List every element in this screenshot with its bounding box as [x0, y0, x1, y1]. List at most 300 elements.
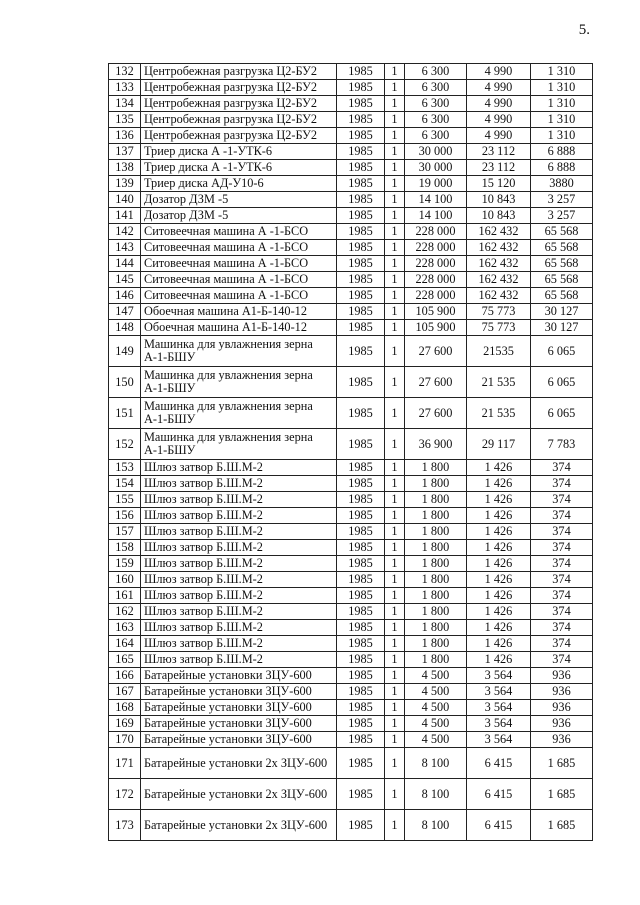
residual-value-cell: 30 127 [531, 304, 593, 320]
initial-cost-cell: 228 000 [405, 224, 467, 240]
row-number: 142 [109, 224, 141, 240]
table-row [109, 524, 593, 540]
item-name: Шлюз затвор Б.Ш.М-2 [141, 508, 337, 524]
initial-cost-cell: 4 500 [405, 684, 467, 700]
depreciation-cell: 4 990 [467, 64, 531, 80]
residual-value-cell: 6 888 [531, 160, 593, 176]
quantity-cell: 1 [385, 652, 405, 668]
year-cell: 1985 [337, 652, 385, 668]
initial-cost-cell: 1 800 [405, 572, 467, 588]
quantity-cell: 1 [385, 192, 405, 208]
initial-cost-cell: 1 800 [405, 604, 467, 620]
quantity-cell: 1 [385, 700, 405, 716]
depreciation-cell: 1 426 [467, 556, 531, 572]
quantity-cell: 1 [385, 304, 405, 320]
year-cell: 1985 [337, 128, 385, 144]
inventory-table [108, 63, 593, 841]
initial-cost-cell: 4 500 [405, 668, 467, 684]
residual-value-cell: 65 568 [531, 256, 593, 272]
initial-cost-cell: 1 800 [405, 588, 467, 604]
quantity-cell: 1 [385, 64, 405, 80]
item-name: Ситовеечная машина А -1-БСО [141, 224, 337, 240]
item-name: Обоечная машина А1-Б-140-12 [141, 304, 337, 320]
table-row [109, 604, 593, 620]
initial-cost-cell: 36 900 [405, 429, 467, 460]
row-number: 148 [109, 320, 141, 336]
row-number: 172 [109, 779, 141, 810]
year-cell: 1985 [337, 288, 385, 304]
quantity-cell: 1 [385, 208, 405, 224]
initial-cost-cell: 4 500 [405, 700, 467, 716]
table-row [109, 732, 593, 748]
year-cell: 1985 [337, 524, 385, 540]
row-number: 134 [109, 96, 141, 112]
item-name: Шлюз затвор Б.Ш.М-2 [141, 652, 337, 668]
year-cell: 1985 [337, 367, 385, 398]
row-number: 163 [109, 620, 141, 636]
item-name: Шлюз затвор Б.Ш.М-2 [141, 492, 337, 508]
depreciation-cell: 6 415 [467, 810, 531, 841]
initial-cost-cell: 27 600 [405, 398, 467, 429]
row-number: 158 [109, 540, 141, 556]
residual-value-cell: 1 310 [531, 96, 593, 112]
table-row [109, 96, 593, 112]
year-cell: 1985 [337, 684, 385, 700]
item-name: Батарейные установки 2х ЗЦУ-600 [141, 810, 337, 841]
item-name: Центробежная разгрузка Ц2-БУ2 [141, 80, 337, 96]
residual-value-cell: 65 568 [531, 272, 593, 288]
residual-value-cell: 374 [531, 460, 593, 476]
table-row [109, 208, 593, 224]
item-name: Шлюз затвор Б.Ш.М-2 [141, 572, 337, 588]
item-name: Машинка для увлажнения зерна А-1-БШУ [141, 336, 337, 367]
table-row [109, 572, 593, 588]
item-name: Машинка для увлажнения зерна А-1-БШУ [141, 367, 337, 398]
row-number: 173 [109, 810, 141, 841]
year-cell: 1985 [337, 636, 385, 652]
residual-value-cell: 6 065 [531, 336, 593, 367]
table-row [109, 112, 593, 128]
depreciation-cell: 6 415 [467, 748, 531, 779]
quantity-cell: 1 [385, 810, 405, 841]
quantity-cell: 1 [385, 288, 405, 304]
year-cell: 1985 [337, 272, 385, 288]
initial-cost-cell: 105 900 [405, 320, 467, 336]
initial-cost-cell: 1 800 [405, 540, 467, 556]
item-name: Ситовеечная машина А -1-БСО [141, 272, 337, 288]
year-cell: 1985 [337, 476, 385, 492]
table-row [109, 304, 593, 320]
quantity-cell: 1 [385, 636, 405, 652]
table-row [109, 540, 593, 556]
initial-cost-cell: 6 300 [405, 80, 467, 96]
table-row [109, 240, 593, 256]
residual-value-cell: 374 [531, 572, 593, 588]
year-cell: 1985 [337, 620, 385, 636]
depreciation-cell: 4 990 [467, 112, 531, 128]
initial-cost-cell: 14 100 [405, 192, 467, 208]
residual-value-cell: 3 257 [531, 192, 593, 208]
table-row [109, 716, 593, 732]
residual-value-cell: 374 [531, 508, 593, 524]
quantity-cell: 1 [385, 460, 405, 476]
quantity-cell: 1 [385, 80, 405, 96]
year-cell: 1985 [337, 508, 385, 524]
residual-value-cell: 1 310 [531, 80, 593, 96]
quantity-cell: 1 [385, 779, 405, 810]
table-row [109, 160, 593, 176]
row-number: 166 [109, 668, 141, 684]
item-name: Триер диска А -1-УТК-6 [141, 160, 337, 176]
initial-cost-cell: 8 100 [405, 779, 467, 810]
year-cell: 1985 [337, 64, 385, 80]
initial-cost-cell: 27 600 [405, 367, 467, 398]
residual-value-cell: 374 [531, 620, 593, 636]
table-row [109, 288, 593, 304]
residual-value-cell: 374 [531, 540, 593, 556]
year-cell: 1985 [337, 160, 385, 176]
depreciation-cell: 1 426 [467, 524, 531, 540]
item-name: Батарейные установки ЗЦУ-600 [141, 684, 337, 700]
year-cell: 1985 [337, 240, 385, 256]
depreciation-cell: 1 426 [467, 636, 531, 652]
table-row [109, 336, 593, 367]
initial-cost-cell: 1 800 [405, 636, 467, 652]
year-cell: 1985 [337, 304, 385, 320]
initial-cost-cell: 4 500 [405, 732, 467, 748]
item-name: Обоечная машина А1-Б-140-12 [141, 320, 337, 336]
item-name: Центробежная разгрузка Ц2-БУ2 [141, 112, 337, 128]
row-number: 154 [109, 476, 141, 492]
item-name: Батарейные установки 2х ЗЦУ-600 [141, 779, 337, 810]
row-number: 156 [109, 508, 141, 524]
year-cell: 1985 [337, 96, 385, 112]
depreciation-cell: 1 426 [467, 620, 531, 636]
depreciation-cell: 4 990 [467, 96, 531, 112]
residual-value-cell: 1 685 [531, 779, 593, 810]
quantity-cell: 1 [385, 112, 405, 128]
quantity-cell: 1 [385, 620, 405, 636]
table-row [109, 367, 593, 398]
item-name: Шлюз затвор Б.Ш.М-2 [141, 588, 337, 604]
initial-cost-cell: 8 100 [405, 748, 467, 779]
residual-value-cell: 936 [531, 668, 593, 684]
initial-cost-cell: 27 600 [405, 336, 467, 367]
year-cell: 1985 [337, 112, 385, 128]
quantity-cell: 1 [385, 668, 405, 684]
table-row [109, 64, 593, 80]
residual-value-cell: 374 [531, 524, 593, 540]
initial-cost-cell: 228 000 [405, 288, 467, 304]
quantity-cell: 1 [385, 524, 405, 540]
year-cell: 1985 [337, 716, 385, 732]
depreciation-cell: 21 535 [467, 367, 531, 398]
table-row [109, 620, 593, 636]
row-number: 147 [109, 304, 141, 320]
year-cell: 1985 [337, 556, 385, 572]
depreciation-cell: 1 426 [467, 492, 531, 508]
table-row [109, 398, 593, 429]
year-cell: 1985 [337, 80, 385, 96]
row-number: 149 [109, 336, 141, 367]
residual-value-cell: 65 568 [531, 240, 593, 256]
initial-cost-cell: 1 800 [405, 652, 467, 668]
year-cell: 1985 [337, 810, 385, 841]
row-number: 162 [109, 604, 141, 620]
residual-value-cell: 6 065 [531, 398, 593, 429]
quantity-cell: 1 [385, 398, 405, 429]
residual-value-cell: 3880 [531, 176, 593, 192]
table-row [109, 272, 593, 288]
initial-cost-cell: 228 000 [405, 272, 467, 288]
depreciation-cell: 3 564 [467, 732, 531, 748]
item-name: Машинка для увлажнения зерна А-1-БШУ [141, 398, 337, 429]
depreciation-cell: 1 426 [467, 604, 531, 620]
depreciation-cell: 21535 [467, 336, 531, 367]
residual-value-cell: 374 [531, 636, 593, 652]
year-cell: 1985 [337, 176, 385, 192]
initial-cost-cell: 6 300 [405, 128, 467, 144]
page-number: 5. [578, 22, 590, 38]
item-name: Батарейные установки ЗЦУ-600 [141, 732, 337, 748]
item-name: Ситовеечная машина А -1-БСО [141, 256, 337, 272]
row-number: 161 [109, 588, 141, 604]
depreciation-cell: 162 432 [467, 256, 531, 272]
row-number: 150 [109, 367, 141, 398]
row-number: 164 [109, 636, 141, 652]
year-cell: 1985 [337, 668, 385, 684]
table-row [109, 144, 593, 160]
depreciation-cell: 29 117 [467, 429, 531, 460]
residual-value-cell: 936 [531, 732, 593, 748]
residual-value-cell: 1 310 [531, 112, 593, 128]
item-name: Машинка для увлажнения зерна А-1-БШУ [141, 429, 337, 460]
initial-cost-cell: 228 000 [405, 240, 467, 256]
table-row [109, 224, 593, 240]
residual-value-cell: 936 [531, 716, 593, 732]
table-row [109, 492, 593, 508]
initial-cost-cell: 1 800 [405, 460, 467, 476]
depreciation-cell: 4 990 [467, 80, 531, 96]
depreciation-cell: 15 120 [467, 176, 531, 192]
depreciation-cell: 75 773 [467, 304, 531, 320]
table-row [109, 176, 593, 192]
table-row [109, 320, 593, 336]
table-row [109, 652, 593, 668]
quantity-cell: 1 [385, 144, 405, 160]
item-name: Шлюз затвор Б.Ш.М-2 [141, 620, 337, 636]
depreciation-cell: 1 426 [467, 588, 531, 604]
item-name: Центробежная разгрузка Ц2-БУ2 [141, 64, 337, 80]
year-cell: 1985 [337, 748, 385, 779]
item-name: Шлюз затвор Б.Ш.М-2 [141, 556, 337, 572]
initial-cost-cell: 30 000 [405, 160, 467, 176]
row-number: 137 [109, 144, 141, 160]
item-name: Батарейные установки 2х ЗЦУ-600 [141, 748, 337, 779]
quantity-cell: 1 [385, 476, 405, 492]
row-number: 155 [109, 492, 141, 508]
depreciation-cell: 75 773 [467, 320, 531, 336]
residual-value-cell: 30 127 [531, 320, 593, 336]
item-name: Шлюз затвор Б.Ш.М-2 [141, 540, 337, 556]
row-number: 140 [109, 192, 141, 208]
year-cell: 1985 [337, 492, 385, 508]
table-row [109, 700, 593, 716]
row-number: 143 [109, 240, 141, 256]
residual-value-cell: 374 [531, 476, 593, 492]
residual-value-cell: 65 568 [531, 224, 593, 240]
row-number: 153 [109, 460, 141, 476]
table-row [109, 128, 593, 144]
residual-value-cell: 374 [531, 492, 593, 508]
quantity-cell: 1 [385, 572, 405, 588]
depreciation-cell: 10 843 [467, 192, 531, 208]
year-cell: 1985 [337, 540, 385, 556]
quantity-cell: 1 [385, 272, 405, 288]
year-cell: 1985 [337, 336, 385, 367]
quantity-cell: 1 [385, 240, 405, 256]
quantity-cell: 1 [385, 716, 405, 732]
quantity-cell: 1 [385, 336, 405, 367]
residual-value-cell: 1 685 [531, 810, 593, 841]
row-number: 171 [109, 748, 141, 779]
item-name: Шлюз затвор Б.Ш.М-2 [141, 524, 337, 540]
item-name: Батарейные установки ЗЦУ-600 [141, 716, 337, 732]
quantity-cell: 1 [385, 492, 405, 508]
quantity-cell: 1 [385, 429, 405, 460]
year-cell: 1985 [337, 256, 385, 272]
quantity-cell: 1 [385, 367, 405, 398]
initial-cost-cell: 19 000 [405, 176, 467, 192]
initial-cost-cell: 6 300 [405, 112, 467, 128]
depreciation-cell: 21 535 [467, 398, 531, 429]
table-row [109, 192, 593, 208]
quantity-cell: 1 [385, 540, 405, 556]
residual-value-cell: 374 [531, 556, 593, 572]
table-row [109, 636, 593, 652]
quantity-cell: 1 [385, 748, 405, 779]
year-cell: 1985 [337, 320, 385, 336]
year-cell: 1985 [337, 572, 385, 588]
item-name: Шлюз затвор Б.Ш.М-2 [141, 460, 337, 476]
quantity-cell: 1 [385, 128, 405, 144]
initial-cost-cell: 228 000 [405, 256, 467, 272]
year-cell: 1985 [337, 398, 385, 429]
quantity-cell: 1 [385, 320, 405, 336]
year-cell: 1985 [337, 700, 385, 716]
row-number: 167 [109, 684, 141, 700]
initial-cost-cell: 6 300 [405, 64, 467, 80]
row-number: 136 [109, 128, 141, 144]
table-row [109, 508, 593, 524]
residual-value-cell: 7 783 [531, 429, 593, 460]
year-cell: 1985 [337, 429, 385, 460]
depreciation-cell: 1 426 [467, 460, 531, 476]
row-number: 133 [109, 80, 141, 96]
initial-cost-cell: 1 800 [405, 556, 467, 572]
table-row [109, 429, 593, 460]
depreciation-cell: 1 426 [467, 652, 531, 668]
residual-value-cell: 374 [531, 604, 593, 620]
residual-value-cell: 936 [531, 700, 593, 716]
item-name: Дозатор ДЗМ -5 [141, 208, 337, 224]
quantity-cell: 1 [385, 96, 405, 112]
year-cell: 1985 [337, 604, 385, 620]
item-name: Шлюз затвор Б.Ш.М-2 [141, 636, 337, 652]
table-row [109, 556, 593, 572]
initial-cost-cell: 14 100 [405, 208, 467, 224]
row-number: 159 [109, 556, 141, 572]
row-number: 170 [109, 732, 141, 748]
residual-value-cell: 1 310 [531, 64, 593, 80]
depreciation-cell: 1 426 [467, 540, 531, 556]
row-number: 135 [109, 112, 141, 128]
row-number: 168 [109, 700, 141, 716]
initial-cost-cell: 8 100 [405, 810, 467, 841]
item-name: Шлюз затвор Б.Ш.М-2 [141, 476, 337, 492]
table-row [109, 476, 593, 492]
item-name: Триер диска А -1-УТК-6 [141, 144, 337, 160]
table-row [109, 588, 593, 604]
item-name: Центробежная разгрузка Ц2-БУ2 [141, 128, 337, 144]
row-number: 169 [109, 716, 141, 732]
row-number: 152 [109, 429, 141, 460]
year-cell: 1985 [337, 192, 385, 208]
year-cell: 1985 [337, 208, 385, 224]
quantity-cell: 1 [385, 684, 405, 700]
item-name: Шлюз затвор Б.Ш.М-2 [141, 604, 337, 620]
depreciation-cell: 3 564 [467, 684, 531, 700]
initial-cost-cell: 4 500 [405, 716, 467, 732]
row-number: 139 [109, 176, 141, 192]
residual-value-cell: 374 [531, 588, 593, 604]
row-number: 151 [109, 398, 141, 429]
year-cell: 1985 [337, 779, 385, 810]
depreciation-cell: 162 432 [467, 272, 531, 288]
row-number: 160 [109, 572, 141, 588]
initial-cost-cell: 1 800 [405, 492, 467, 508]
table-row [109, 256, 593, 272]
depreciation-cell: 3 564 [467, 668, 531, 684]
depreciation-cell: 1 426 [467, 508, 531, 524]
year-cell: 1985 [337, 732, 385, 748]
depreciation-cell: 1 426 [467, 572, 531, 588]
initial-cost-cell: 1 800 [405, 524, 467, 540]
table-row [109, 779, 593, 810]
table-row [109, 810, 593, 841]
quantity-cell: 1 [385, 160, 405, 176]
table-row [109, 748, 593, 779]
initial-cost-cell: 1 800 [405, 476, 467, 492]
row-number: 144 [109, 256, 141, 272]
quantity-cell: 1 [385, 224, 405, 240]
item-name: Центробежная разгрузка Ц2-БУ2 [141, 96, 337, 112]
row-number: 132 [109, 64, 141, 80]
quantity-cell: 1 [385, 604, 405, 620]
item-name: Ситовеечная машина А -1-БСО [141, 240, 337, 256]
depreciation-cell: 162 432 [467, 240, 531, 256]
residual-value-cell: 65 568 [531, 288, 593, 304]
depreciation-cell: 1 426 [467, 476, 531, 492]
depreciation-cell: 4 990 [467, 128, 531, 144]
quantity-cell: 1 [385, 256, 405, 272]
item-name: Батарейные установки ЗЦУ-600 [141, 668, 337, 684]
residual-value-cell: 936 [531, 684, 593, 700]
quantity-cell: 1 [385, 176, 405, 192]
depreciation-cell: 23 112 [467, 160, 531, 176]
row-number: 165 [109, 652, 141, 668]
inventory-table-body [109, 64, 593, 841]
